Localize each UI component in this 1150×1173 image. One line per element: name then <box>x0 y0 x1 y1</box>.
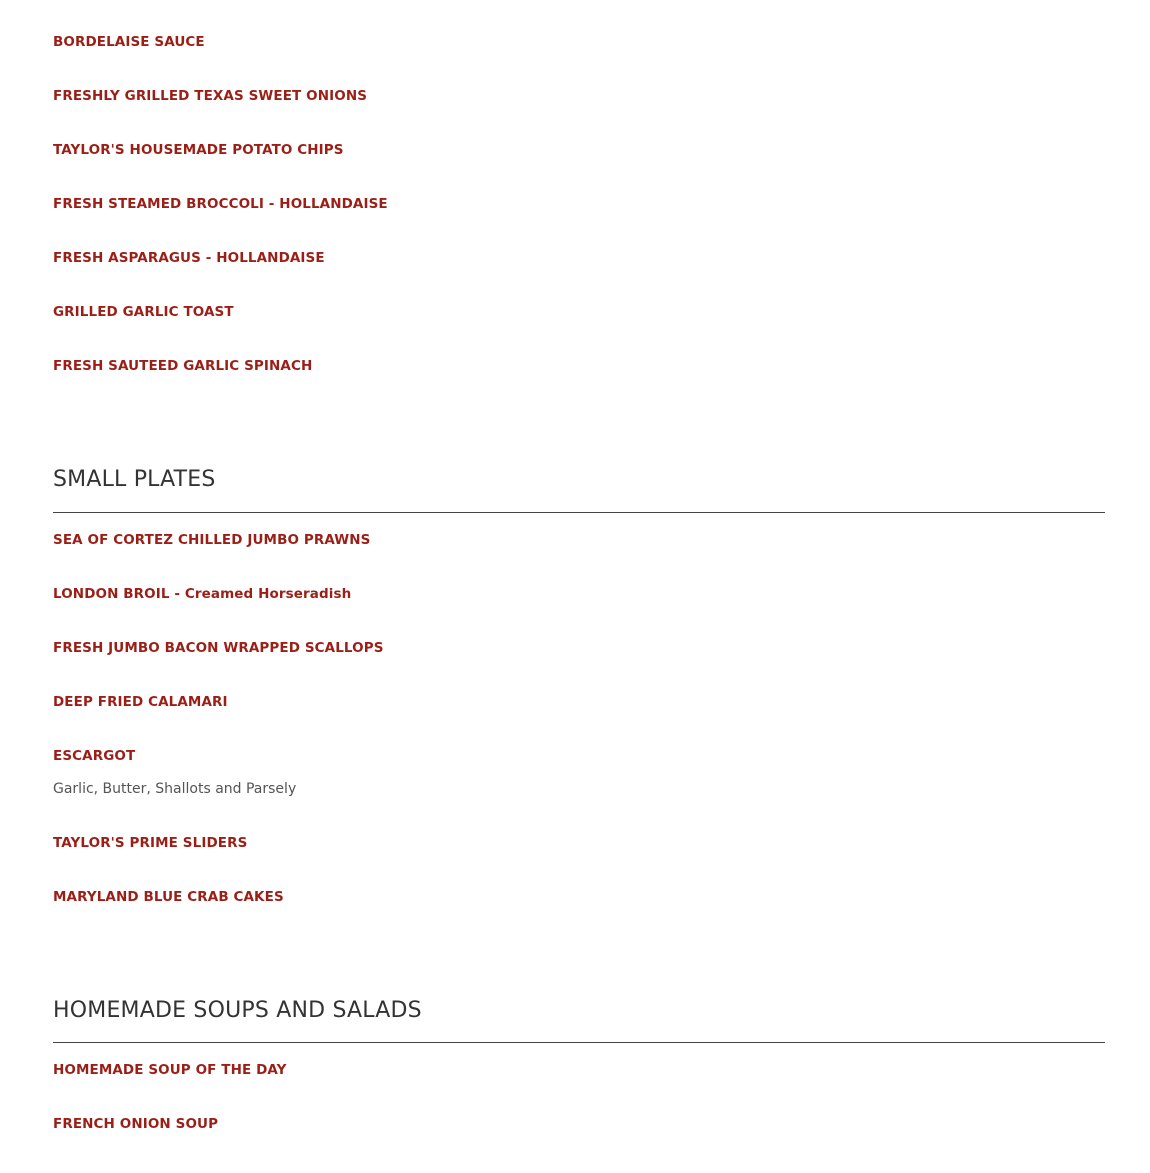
menu-item-title: FRESH SAUTEED GARLIC SPINACH <box>53 358 313 374</box>
menu-item <box>53 747 1105 798</box>
section-heading: SMALL PLATES <box>53 467 216 492</box>
menu-item-title: GRILLED GARLIC TOAST <box>53 304 234 320</box>
menu-item-title: TAYLOR'S HOUSEMADE POTATO CHIPS <box>53 142 344 158</box>
section-divider <box>53 1042 1105 1043</box>
menu-item-title: FRENCH ONION SOUP <box>53 1116 219 1132</box>
menu-item <box>53 1115 1105 1133</box>
section-divider <box>53 512 1105 513</box>
menu-item <box>53 1061 1105 1079</box>
menu-item-description: Garlic, Butter, Shallots and Parsely <box>53 781 297 797</box>
soups-salads-list <box>53 1061 1105 1133</box>
menu-item <box>53 33 388 51</box>
menu-item-title: FRESH STEAMED BROCCOLI - HOLLANDAISE <box>53 196 388 212</box>
menu-item <box>53 834 1105 852</box>
menu-item-title: SEA OF CORTEZ CHILLED JUMBO PRAWNS <box>53 532 371 548</box>
menu-item <box>53 357 388 375</box>
menu-item <box>53 303 388 321</box>
menu-item-title: FRESH ASPARAGUS - HOLLANDAISE <box>53 250 325 266</box>
menu-item <box>53 141 388 159</box>
menu-item-title: LONDON BROIL - Creamed Horseradish <box>53 586 352 602</box>
menu-item-title: FRESHLY GRILLED TEXAS SWEET ONIONS <box>53 88 368 104</box>
menu-item <box>53 888 1105 906</box>
menu-item <box>53 693 1105 711</box>
menu-item <box>53 639 1105 657</box>
menu-item-title: TAYLOR'S PRIME SLIDERS <box>53 835 248 851</box>
menu-item-title: BORDELAISE SAUCE <box>53 34 205 50</box>
menu-item <box>53 585 1105 603</box>
menu-item <box>53 87 388 105</box>
menu-item-title: ESCARGOT <box>53 748 136 764</box>
small-plates-list <box>53 531 1105 906</box>
menu-item-title: FRESH JUMBO BACON WRAPPED SCALLOPS <box>53 640 384 656</box>
soups-salads-section <box>53 998 1105 1169</box>
sides-section <box>53 33 388 411</box>
menu-item-title: HOMEMADE SOUP OF THE DAY <box>53 1062 287 1078</box>
menu-item-title: MARYLAND BLUE CRAB CAKES <box>53 889 284 905</box>
menu-item <box>53 531 1105 549</box>
menu-item-title: DEEP FRIED CALAMARI <box>53 694 228 710</box>
menu-item <box>53 249 388 267</box>
menu-item <box>53 195 388 213</box>
small-plates-section <box>53 467 1105 942</box>
section-heading: HOMEMADE SOUPS AND SALADS <box>53 998 422 1023</box>
